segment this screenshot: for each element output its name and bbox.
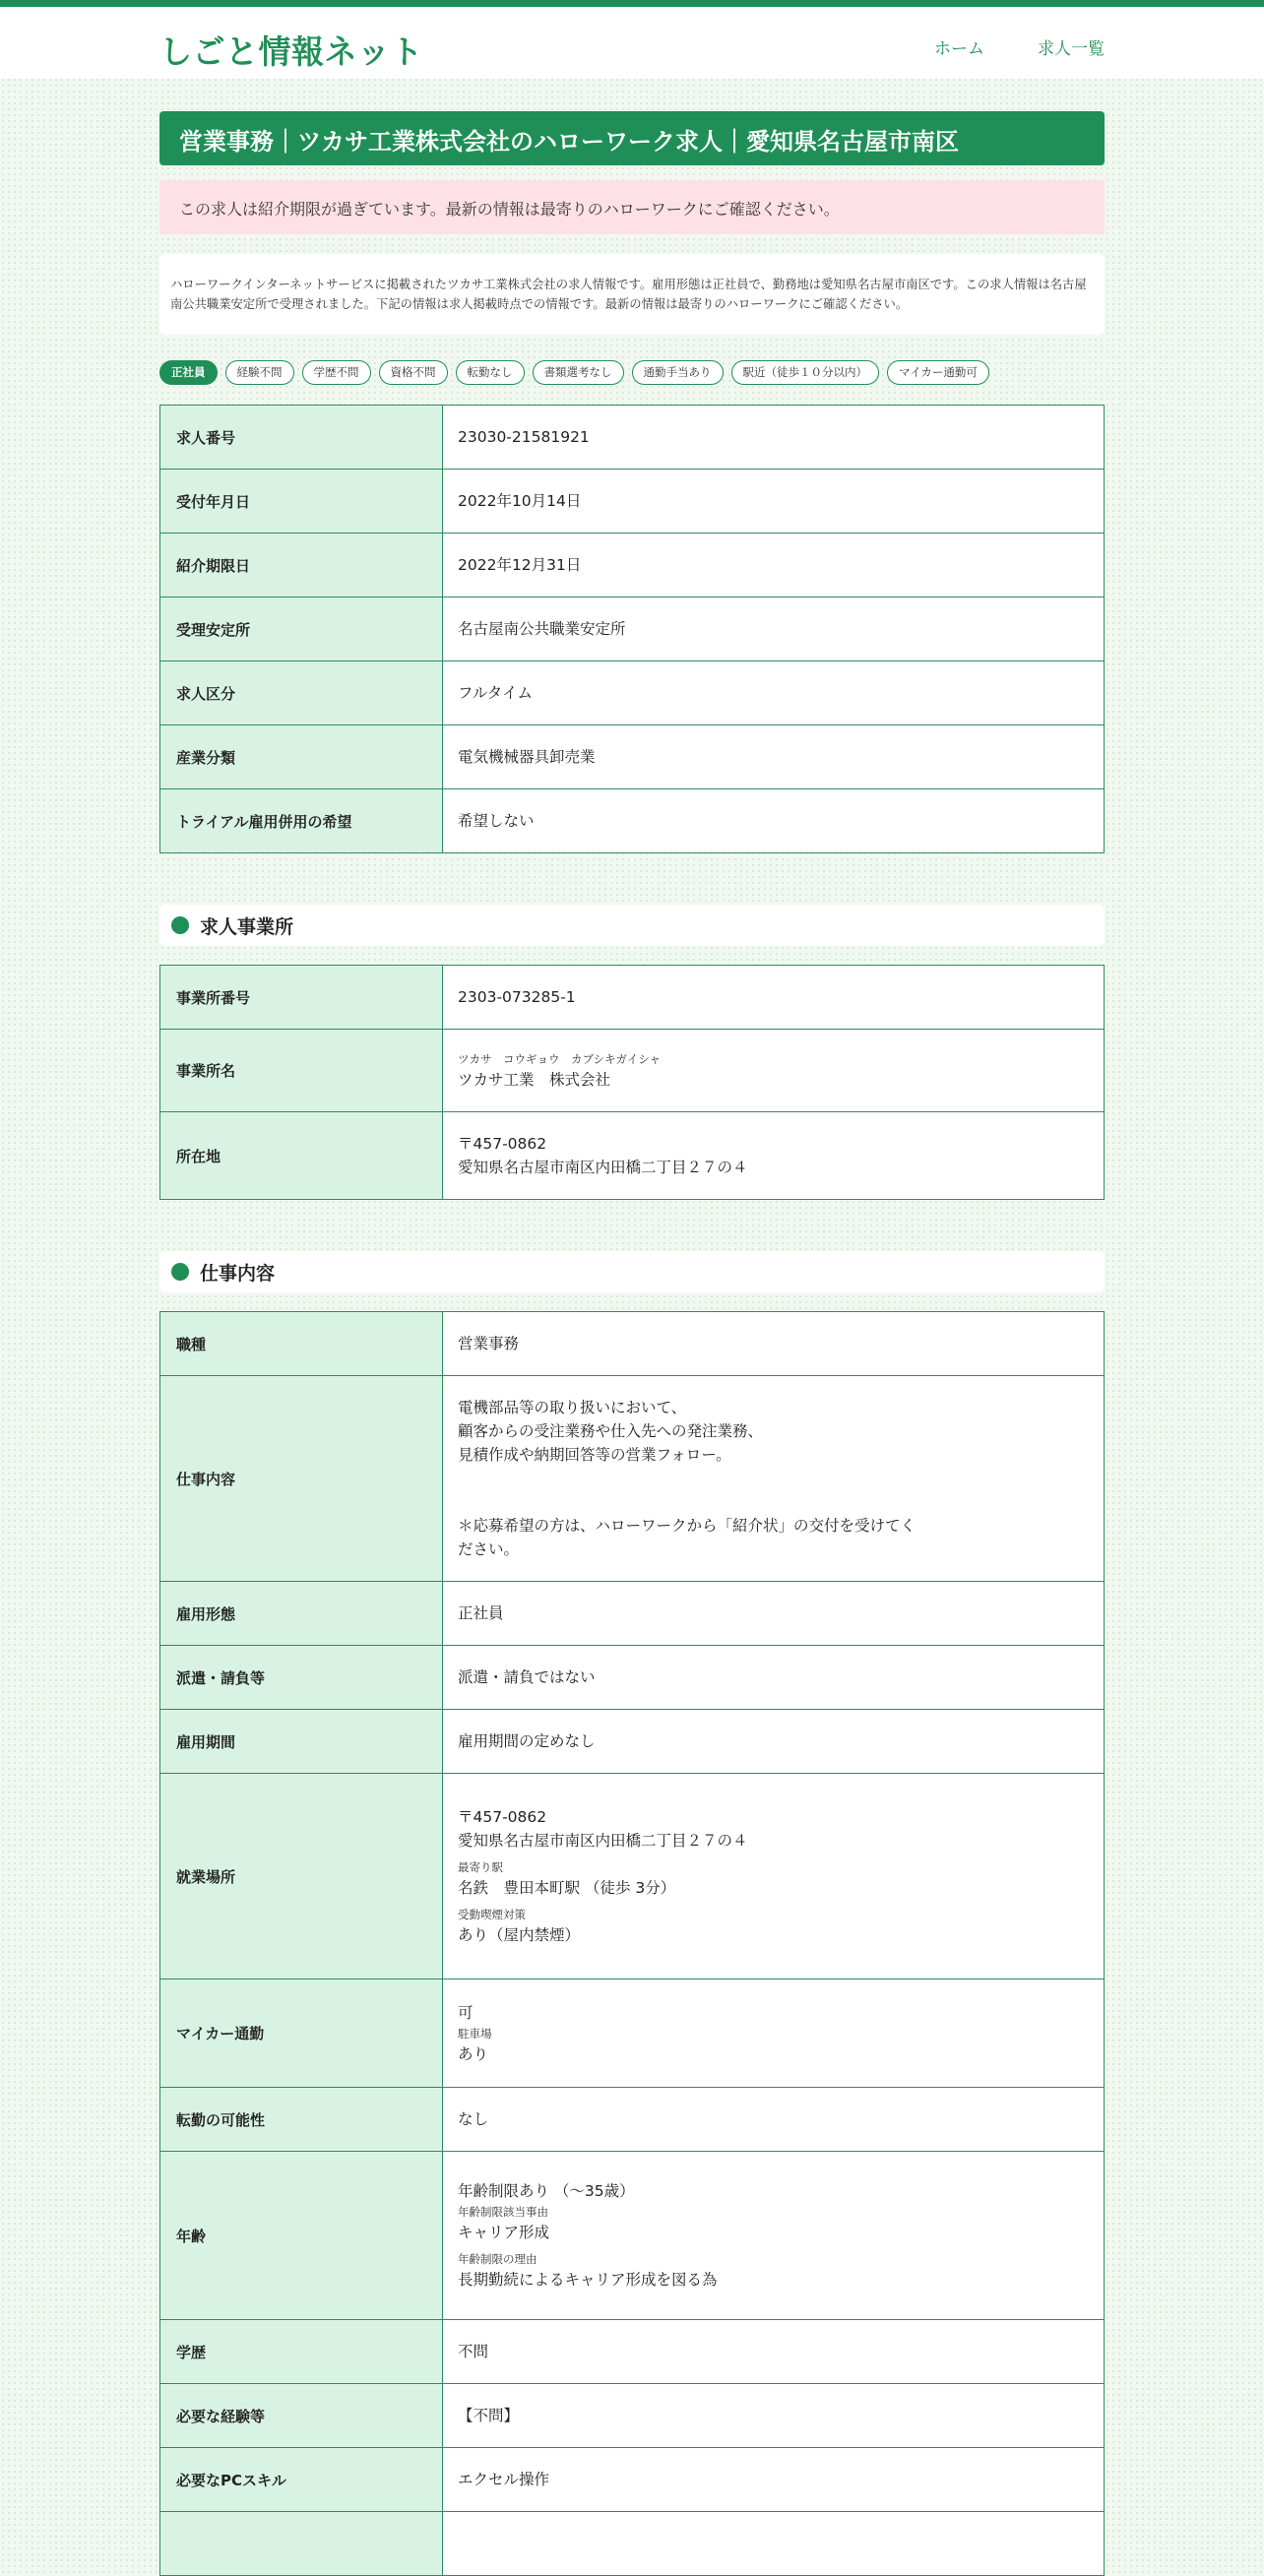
row-label: トライアル雇用併用の希望	[160, 789, 443, 853]
row-label: 学歴	[160, 2320, 443, 2384]
office-section-heading	[159, 905, 1105, 946]
education: 不問	[443, 2320, 1105, 2384]
section-title: 求人事業所	[200, 915, 294, 938]
expired-alert: この求人は紹介期限が過ぎています。最新の情報は最寄りのハローワークにご確認ください。	[159, 180, 1105, 234]
intro-text: ハローワークインターネットサービスに掲載されたツカサ工業株式会社の求人情報です。雇用形態は正社員で、勤務地は愛知県名古屋市南区です。この求人情報は名古屋南公共職業安定所で受理されました。下記の情報は求人掲載時点での情報です。最新の情報は最寄りのハローワークにご確認ください。	[159, 254, 1105, 335]
tag-item: 正社員	[159, 360, 218, 385]
nearest-station: 名鉄 豊田本町駅 （徒歩 3分）	[458, 1879, 676, 1897]
table-row	[160, 534, 1105, 597]
table-row	[160, 1312, 1105, 1376]
row-label: 雇用形態	[160, 1582, 443, 1646]
experience: 【不問】	[443, 2384, 1105, 2448]
row-value: 2022年10月14日	[443, 470, 1105, 534]
work-table	[159, 1311, 1105, 2576]
table-row	[160, 2512, 1105, 2576]
row-label: マイカー通勤	[160, 1979, 443, 2088]
site-logo[interactable]: しごと情報ネット	[159, 32, 423, 71]
car-commute: 可	[458, 2003, 474, 2022]
row-label: 必要なPCスキル	[160, 2448, 443, 2512]
workplace-address: 愛知県名古屋市南区内田橋二丁目２７の４	[458, 1832, 748, 1850]
row-label: 派遣・請負等	[160, 1646, 443, 1710]
office-address-cell	[443, 1112, 1105, 1200]
nav-job-list-link[interactable]: 求人一覧	[1038, 39, 1105, 59]
row-value: フルタイム	[443, 661, 1105, 725]
site-header	[0, 7, 1264, 79]
work-section-heading	[159, 1251, 1105, 1292]
table-row	[160, 725, 1105, 789]
table-row	[160, 2088, 1105, 2152]
parking: あり	[458, 2044, 489, 2063]
basic-info-table	[159, 405, 1105, 853]
office-name-kana: ツカサ コウギョウ カブシキガイシャ	[458, 1051, 661, 1066]
row-value: 名古屋南公共職業安定所	[443, 597, 1105, 661]
employment-period: 雇用期間の定めなし	[443, 1710, 1105, 1774]
tag-item: 資格不問	[379, 360, 448, 385]
transfer: なし	[443, 2088, 1105, 2152]
job-title: 営業事務	[443, 1312, 1105, 1376]
office-number: 2303-073285-1	[443, 966, 1105, 1030]
tag-item: 駅近（徒歩１０分以内）	[731, 360, 880, 385]
office-name: ツカサ工業 株式会社	[458, 1070, 611, 1089]
row-label: 年齢	[160, 2152, 443, 2320]
row-label: 転勤の可能性	[160, 2088, 443, 2152]
top-accent-bar	[0, 0, 1264, 7]
tag-item: 書類選考なし	[533, 360, 624, 385]
row-label: 求人区分	[160, 661, 443, 725]
row-label: 必要な経験等	[160, 2384, 443, 2448]
tag-item: 通勤手当あり	[632, 360, 724, 385]
table-row	[160, 1710, 1105, 1774]
row-value: 23030-21581921	[443, 406, 1105, 470]
office-section	[159, 965, 1105, 1200]
job-content: 電機部品等の取り扱いにおいて、 顧客からの受注業務や仕入先への発注業務、 見積作成や納期回答等の営業フォロー。	[458, 1399, 764, 1464]
row-label: 所在地	[160, 1112, 443, 1200]
table-row	[160, 1376, 1105, 1582]
page-title: 営業事務｜ツカサ工業株式会社のハローワーク求人｜愛知県名古屋市南区	[159, 111, 1105, 165]
table-row	[160, 2384, 1105, 2448]
feature-tags	[159, 360, 1105, 385]
car-commute-cell	[443, 1979, 1105, 2088]
smoking-policy: あり（屋内禁煙）	[458, 1926, 581, 1944]
tag-item: 転勤なし	[456, 360, 525, 385]
nav-home-link[interactable]: ホーム	[934, 39, 984, 59]
main-nav	[934, 34, 1105, 59]
row-value: 2022年12月31日	[443, 534, 1105, 597]
age-limit: 年齢制限あり （〜35歳）	[458, 2182, 635, 2200]
pc-skill: エクセル操作	[443, 2448, 1105, 2512]
smoking-caption: 受動喫煙対策	[458, 1908, 526, 1921]
row-label	[160, 2512, 443, 2576]
table-row	[160, 1582, 1105, 1646]
table-row	[160, 1979, 1105, 2088]
tag-item: マイカー通勤可	[887, 360, 989, 385]
job-content-note: ＊応募希望の方は、ハローワークから「紹介状」の交付を受けてく ださい。	[458, 1517, 916, 1558]
table-row	[160, 597, 1105, 661]
workplace-postal: 〒457-0862	[458, 1808, 547, 1826]
table-row	[160, 2152, 1105, 2320]
table-row	[160, 1112, 1105, 1200]
age-why-caption: 年齢制限の理由	[458, 2252, 537, 2266]
basic-info-section	[159, 405, 1105, 853]
table-row	[160, 789, 1105, 853]
office-address: 愛知県名古屋市南区内田橋二丁目２７の４	[458, 1159, 748, 1176]
row-label: 紹介期限日	[160, 534, 443, 597]
parking-caption: 駐車場	[458, 2026, 492, 2041]
row-value: 電気機械器具卸売業	[443, 725, 1105, 789]
table-row	[160, 406, 1105, 470]
row-label: 雇用期間	[160, 1710, 443, 1774]
workplace-cell	[443, 1774, 1105, 1979]
age-cell	[443, 2152, 1105, 2320]
row-label: 事業所名	[160, 1030, 443, 1112]
tag-item: 学歴不問	[302, 360, 371, 385]
station-caption: 最寄り駅	[458, 1860, 503, 1874]
age-reason-caption: 年齢制限該当事由	[458, 2205, 548, 2219]
office-table	[159, 965, 1105, 1200]
row-label: 受理安定所	[160, 597, 443, 661]
office-postal: 〒457-0862	[458, 1135, 547, 1153]
row-label: 仕事内容	[160, 1376, 443, 1582]
table-row	[160, 470, 1105, 534]
job-content-cell	[443, 1376, 1105, 1582]
office-name-cell	[443, 1030, 1105, 1112]
table-row	[160, 1030, 1105, 1112]
dispatch-status: 派遣・請負ではない	[443, 1646, 1105, 1710]
table-row	[160, 661, 1105, 725]
bullet-dot-icon	[171, 916, 189, 934]
row-label: 職種	[160, 1312, 443, 1376]
bullet-dot-icon	[171, 1263, 189, 1281]
row-value	[443, 2512, 1105, 2576]
row-label: 就業場所	[160, 1774, 443, 1979]
row-value: 希望しない	[443, 789, 1105, 853]
age-why: 長期勤続によるキャリア形成を図る為	[458, 2271, 718, 2289]
table-row	[160, 1646, 1105, 1710]
table-row	[160, 966, 1105, 1030]
table-row	[160, 2448, 1105, 2512]
employment-type: 正社員	[443, 1582, 1105, 1646]
work-section	[159, 1311, 1105, 2576]
section-title: 仕事内容	[200, 1262, 276, 1285]
age-reason: キャリア形成	[458, 2224, 550, 2241]
row-label: 産業分類	[160, 725, 443, 789]
tag-item: 経験不問	[225, 360, 294, 385]
table-row	[160, 1774, 1105, 1979]
table-row	[160, 2320, 1105, 2384]
row-label: 求人番号	[160, 406, 443, 470]
row-label: 受付年月日	[160, 470, 443, 534]
row-label: 事業所番号	[160, 966, 443, 1030]
